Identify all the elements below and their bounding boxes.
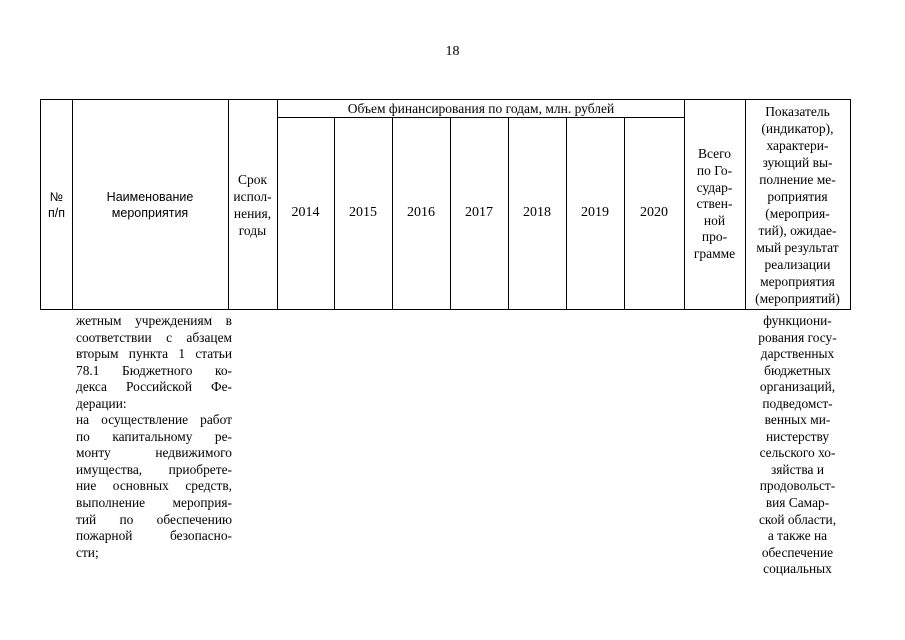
- name-line-13: тий по обеспечению: [76, 511, 232, 527]
- header-total-line-3: судар-: [696, 179, 733, 195]
- header-name-line-1: Наименование: [106, 189, 194, 204]
- header-year-2016: 2016: [407, 205, 435, 220]
- header-indicator-line-5: полнение ме-: [759, 171, 836, 187]
- indicator-line-3: дарственных: [760, 346, 835, 362]
- header-number-line-1: №: [49, 189, 64, 204]
- name-line-6: дерации:: [76, 395, 127, 411]
- header-total-line-5: ной: [703, 212, 726, 228]
- indicator-line-2: рования госу-: [758, 329, 837, 345]
- header-indicator-line-9: мый результат: [756, 239, 839, 255]
- name-line-9: монту недвижимого: [76, 445, 232, 461]
- indicator-line-6: подведомст-: [762, 395, 833, 411]
- header-indicator-line-11: мероприятия: [760, 273, 835, 289]
- header-indicator-line-12: (мероприятий): [755, 290, 840, 306]
- header-term-cell: [228, 100, 277, 309]
- name-line-12: выполнение мероприя-: [76, 495, 232, 511]
- indicator-line-9: сельского хо-: [759, 445, 836, 461]
- indicator-line-10: зяйства и: [770, 461, 824, 477]
- indicator-line-5: организаций,: [759, 379, 836, 395]
- header-indicator-line-1: Показатель: [765, 103, 830, 119]
- indicator-line-15: обеспечение: [761, 544, 834, 560]
- name-line-4: 78.1 Бюджетного ко-: [76, 362, 232, 378]
- header-term-line-3: нения,: [233, 205, 272, 221]
- indicator-line-16: социальных: [763, 561, 832, 577]
- name-line-8: по капитальному ре-: [76, 428, 232, 444]
- header-year-2019: 2019: [581, 205, 609, 220]
- header-total-line-7: грамме: [693, 245, 736, 261]
- header-indicator-line-10: реализации: [764, 256, 831, 272]
- header-number-cell: [41, 100, 72, 309]
- header-term-line-2: испол-: [233, 188, 272, 204]
- name-line-2: соответствии с абзацем: [76, 329, 232, 345]
- header-total-line-6: про-: [701, 229, 728, 245]
- page-number: 18: [445, 44, 460, 59]
- name-line-3: вторым пункта 1 статьи: [76, 346, 232, 362]
- table-header: [40, 99, 851, 310]
- header-term-line-4: годы: [238, 222, 267, 238]
- indicator-line-14: а также на: [767, 528, 828, 544]
- name-line-11: ние основных средств,: [76, 478, 232, 494]
- indicator-line-1: функциони-: [763, 313, 832, 328]
- header-total-cell: [684, 100, 745, 309]
- name-line-10: имущества, приобрете-: [76, 461, 232, 477]
- header-year-2018: 2018: [523, 205, 551, 220]
- indicator-line-12: вия Самар-: [765, 495, 830, 511]
- header-indicator-line-4: зующий вы-: [762, 154, 833, 170]
- header-name-cell: [72, 100, 228, 309]
- header-indicator-line-3: характери-: [766, 137, 829, 153]
- header-indicator-line-2: (индикатор),: [761, 120, 834, 136]
- header-total-line-2: по Го-: [696, 163, 733, 179]
- header-total-line-4: ствен-: [696, 196, 733, 212]
- header-indicator-cell: [745, 100, 850, 309]
- name-line-7: на осуществление работ: [76, 412, 232, 428]
- header-name-line-2: мероприятия: [111, 205, 189, 220]
- header-number-line-2: п/п: [47, 205, 65, 220]
- header-year-2014: 2014: [291, 205, 320, 220]
- header-indicator-line-8: тий), ожидае-: [758, 222, 837, 238]
- indicator-line-7: венных ми-: [764, 412, 831, 428]
- header-indicator-line-7: (мероприя-: [765, 205, 830, 221]
- indicator-line-4: бюджетных: [764, 362, 831, 378]
- indicator-line-13: ской области,: [758, 511, 837, 527]
- indicator-line-8: нистерству: [765, 428, 830, 444]
- header-year-2017: 2017: [465, 205, 493, 220]
- header-indicator-line-6: роприятия: [767, 188, 828, 204]
- header-funding-title: Объем финансирования по годам, млн. рублей: [347, 100, 615, 116]
- header-total-line-1: Всего: [697, 146, 732, 162]
- row-name-text: [76, 313, 232, 561]
- header-year-2020: 2020: [640, 205, 668, 220]
- name-line-1: жетным учреждениям в: [76, 313, 232, 328]
- name-line-5: декса Российской Фе-: [76, 379, 232, 395]
- header-year-2015: 2015: [349, 205, 377, 220]
- header-term-line-1: Срок: [237, 171, 268, 187]
- row-indicator-text: [745, 313, 850, 578]
- name-line-14: пожарной безопасно-: [76, 528, 232, 544]
- name-line-15: сти;: [76, 544, 99, 560]
- indicator-line-11: продовольст-: [759, 478, 836, 494]
